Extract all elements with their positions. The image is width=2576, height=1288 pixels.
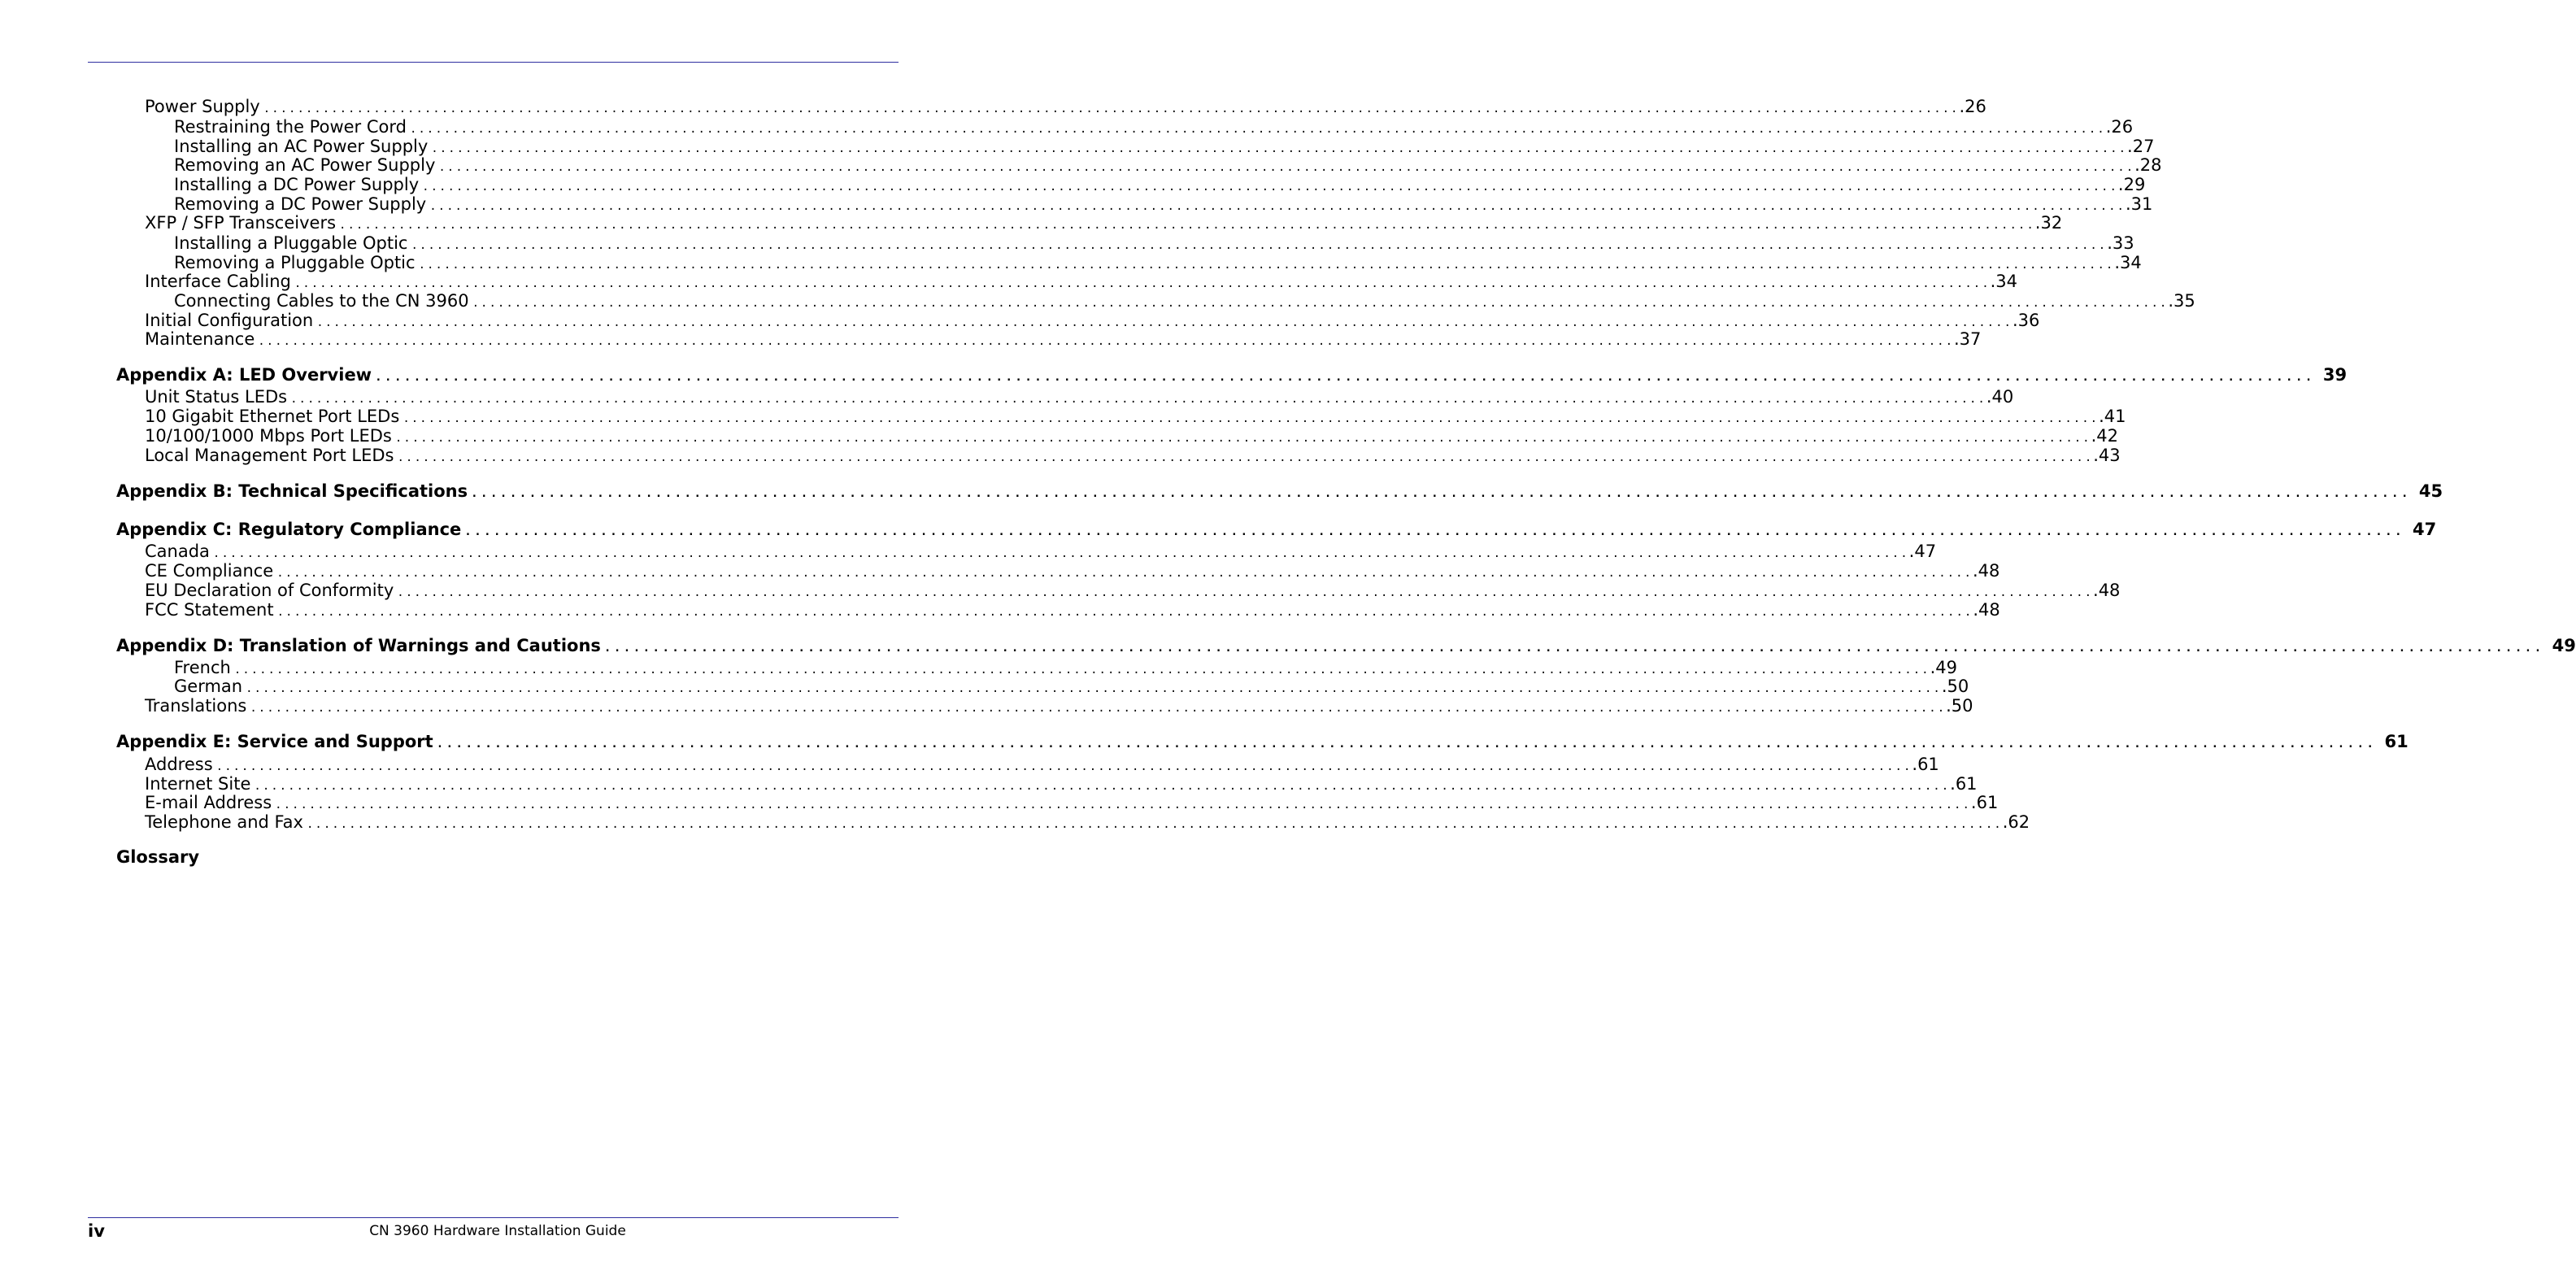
toc-entry[interactable]: [145, 311, 2040, 330]
toc-entry[interactable]: [145, 446, 2121, 465]
dot-leader: ........................................................................................................................................................................................................: [431, 142, 2128, 155]
dot-leader: ........................................................................................................................................................................................................: [409, 123, 2106, 136]
toc-entry-page: .41: [2099, 407, 2126, 426]
toc-entry[interactable]: [174, 233, 2134, 253]
dot-leader: ........................................................................................................................................................................................................: [276, 606, 1973, 619]
toc-entry-page: .34: [1990, 272, 2018, 291]
toc-entry-label: Appendix A: LED Overview: [116, 365, 372, 385]
toc-entry[interactable]: [145, 812, 2030, 832]
dot-leader: ........................................................................................................................................................................................................: [471, 487, 2411, 500]
toc-entry[interactable]: [145, 755, 1939, 774]
toc-entry[interactable]: [145, 272, 2018, 291]
toc-entry[interactable]: [145, 581, 2121, 600]
toc-entry-label: XFP / SFP Transceivers: [145, 213, 337, 233]
dot-leader: ........................................................................................................................................................................................................: [603, 642, 2544, 655]
toc-entry-label: E-mail Address: [145, 793, 272, 812]
toc-entry-page: .26: [1959, 97, 1986, 116]
dot-leader: ........................................................................................................................................................................................................: [397, 586, 2094, 599]
dot-leader: ........................................................................................................................................................................................................: [275, 798, 1971, 812]
toc-entry-label: Telephone and Fax: [145, 812, 303, 832]
toc-entry[interactable]: [174, 253, 2142, 272]
toc-appendix-entry[interactable]: [116, 481, 2443, 501]
dot-leader: ........................................................................................................................................................................................................: [233, 664, 1930, 677]
toc-entry-page: .43: [2093, 446, 2121, 465]
toc-entry-label: Unit Status LEDs: [145, 387, 288, 407]
toc-entry[interactable]: [174, 677, 1969, 696]
toc-entry[interactable]: [174, 155, 2162, 175]
toc-entry-label: 10/100/1000 Mbps Port LEDs: [145, 426, 392, 446]
footer-page-number: iv: [88, 1221, 105, 1241]
toc-entry-page: 47: [2413, 520, 2437, 539]
toc-entry-label: Initial Configuration: [145, 311, 314, 330]
toc-entry[interactable]: [145, 329, 1982, 349]
toc-entry-page: .48: [1973, 600, 2000, 620]
dot-leader: ........................................................................................................................................................................................................: [394, 432, 2091, 445]
toc-entry-label: Canada: [145, 542, 210, 561]
dot-leader: ........................................................................................................................................................................................................: [215, 760, 1912, 773]
toc-entry[interactable]: [145, 387, 2014, 407]
toc-entry-label: French: [174, 658, 231, 677]
toc-entry-label: Appendix B: Technical Specifications: [116, 481, 468, 501]
dot-leader: ........................................................................................................................................................................................................: [429, 200, 2126, 213]
toc-entry-label: Power Supply: [145, 97, 260, 116]
toc-appendix-entry[interactable]: [116, 365, 2348, 385]
footer-title: CN 3960 Hardware Installation Guide: [369, 1223, 626, 1239]
toc-entry-page: .35: [2168, 291, 2195, 311]
dot-leader: ........................................................................................................................................................................................................: [375, 371, 2315, 384]
toc-entry-label: 10 Gigabit Ethernet Port LEDs: [145, 407, 400, 426]
toc-entry-page: .26: [2105, 117, 2134, 137]
toc-glossary[interactable]: Glossary: [116, 847, 200, 867]
dot-leader: ........................................................................................................................................................................................................: [294, 277, 1991, 290]
dot-leader: ........................................................................................................................................................................................................: [212, 547, 1909, 560]
toc-entry[interactable]: [145, 561, 2000, 581]
toc-entry-label: Restraining the Power Cord: [174, 117, 407, 137]
dot-leader: ........................................................................................................................................................................................................: [263, 102, 1960, 115]
toc-entry-label: Internet Site: [145, 774, 251, 794]
toc-entry-label: FCC Statement: [145, 600, 274, 620]
dot-leader: ........................................................................................................................................................................................................: [276, 567, 1973, 580]
toc-entry-label: Interface Cabling: [145, 272, 291, 291]
toc-entry-page: .61: [1950, 774, 1978, 794]
dot-leader: ........................................................................................................................................................................................................: [316, 316, 2012, 329]
dot-leader: ........................................................................................................................................................................................................: [438, 161, 2135, 174]
toc-entry-page: .61: [1970, 793, 1999, 812]
toc-entry[interactable]: [145, 696, 1973, 716]
toc-entry-label: Appendix C: Regulatory Compliance: [116, 520, 462, 539]
toc-entry[interactable]: [174, 291, 2195, 311]
toc-entry-page: 49: [2552, 636, 2576, 655]
toc-entry-label: Connecting Cables to the CN 3960: [174, 291, 469, 311]
toc-entry[interactable]: [145, 407, 2126, 426]
toc-entry-page: .29: [2117, 175, 2146, 194]
toc-entry-page: .31: [2125, 194, 2153, 214]
toc-entry-label: Removing an AC Power Supply: [174, 155, 436, 175]
toc-entry-label: Installing an AC Power Supply: [174, 137, 429, 156]
dot-leader: ........................................................................................................................................................................................................: [402, 412, 2100, 425]
dot-leader: ........................................................................................................................................................................................................: [464, 525, 2405, 538]
toc-entry-label: Removing a Pluggable Optic: [174, 253, 416, 272]
toc-entry-page: .62: [2002, 812, 2030, 832]
toc-entry[interactable]: [145, 542, 1937, 561]
toc-entry-page: .28: [2134, 155, 2162, 175]
dot-leader: ........................................................................................................................................................................................................: [339, 219, 2035, 232]
toc-entry-page: .40: [1986, 387, 2014, 407]
toc-entry-page: .48: [1972, 561, 2000, 581]
toc-entry-label: Installing a Pluggable Optic: [174, 233, 408, 253]
toc-entry-page: .47: [1908, 542, 1937, 561]
dot-leader: ........................................................................................................................................................................................................: [411, 239, 2108, 252]
dot-leader: ........................................................................................................................................................................................................: [254, 780, 1951, 793]
toc-entry-page: .42: [2091, 426, 2119, 446]
toc-entry-page: 39: [2322, 365, 2348, 385]
toc-entry[interactable]: [145, 97, 1986, 116]
toc-entry[interactable]: [174, 175, 2146, 194]
dot-leader: ........................................................................................................................................................................................................: [418, 259, 2115, 272]
toc-entry[interactable]: [145, 426, 2119, 446]
dot-leader: ........................................................................................................................................................................................................: [246, 682, 1942, 695]
toc-entry[interactable]: [145, 793, 1999, 812]
toc-appendix-entry[interactable]: [116, 636, 2576, 655]
toc-entry-label: Appendix D: Translation of Warnings and Cautions: [116, 636, 601, 655]
toc-entry-label: German: [174, 677, 243, 696]
toc-entry-page: .61: [1912, 755, 1939, 774]
dot-leader: ........................................................................................................................................................................................................: [397, 451, 2094, 464]
toc-entry[interactable]: [145, 213, 2063, 233]
toc-entry-page: .33: [2107, 233, 2134, 253]
toc-entry-label: Address: [145, 755, 213, 774]
toc-entry-page: .50: [1941, 677, 1969, 696]
dot-leader: ........................................................................................................................................................................................................: [306, 818, 2003, 831]
footer-rule: [88, 1217, 899, 1218]
toc-entry-page: .32: [2034, 213, 2063, 233]
dot-leader: ........................................................................................................................................................................................................: [290, 393, 1986, 406]
toc-entry[interactable]: [145, 774, 1978, 794]
toc-entry[interactable]: [174, 658, 1957, 677]
toc-entry-label: EU Declaration of Conformity: [145, 581, 394, 600]
toc-appendix-entry[interactable]: [116, 732, 2408, 751]
toc-entry-page: .48: [2093, 581, 2121, 600]
dot-leader: ........................................................................................................................................................................................................: [250, 702, 1947, 715]
toc-appendix-entry[interactable]: [116, 520, 2437, 539]
toc-entry-page: .50: [1946, 696, 1973, 716]
toc-entry-page: .27: [2127, 137, 2155, 156]
toc-entry-label: Maintenance: [145, 329, 255, 349]
toc-entry-label: Removing a DC Power Supply: [174, 194, 427, 214]
toc-entry[interactable]: [174, 117, 2134, 137]
toc-entry-page: .34: [2114, 253, 2142, 272]
toc-entry-page: 45: [2418, 481, 2443, 501]
toc-entry-page: .49: [1930, 658, 1957, 677]
toc-entry-label: CE Compliance: [145, 561, 274, 581]
dot-leader: ........................................................................................................................................................................................................: [436, 738, 2377, 751]
dot-leader: ........................................................................................................................................................................................................: [422, 181, 2118, 194]
toc-entry-label: Appendix E: Service and Support: [116, 732, 433, 751]
toc-entry-label: Translations: [145, 696, 247, 716]
toc-entry[interactable]: [174, 194, 2153, 214]
toc-entry-label: Installing a DC Power Supply: [174, 175, 420, 194]
dot-leader: ........................................................................................................................................................................................................: [472, 297, 2169, 310]
toc-entry[interactable]: [145, 600, 2000, 620]
toc-entry-page: 61: [2384, 732, 2408, 751]
toc-entry-page: .36: [2012, 311, 2040, 330]
toc-entry-page: .37: [1954, 329, 1982, 349]
toc-entry[interactable]: [174, 137, 2155, 156]
dot-leader: ........................................................................................................................................................................................................: [258, 335, 1954, 348]
toc-entry-label: Local Management Port LEDs: [145, 446, 394, 465]
